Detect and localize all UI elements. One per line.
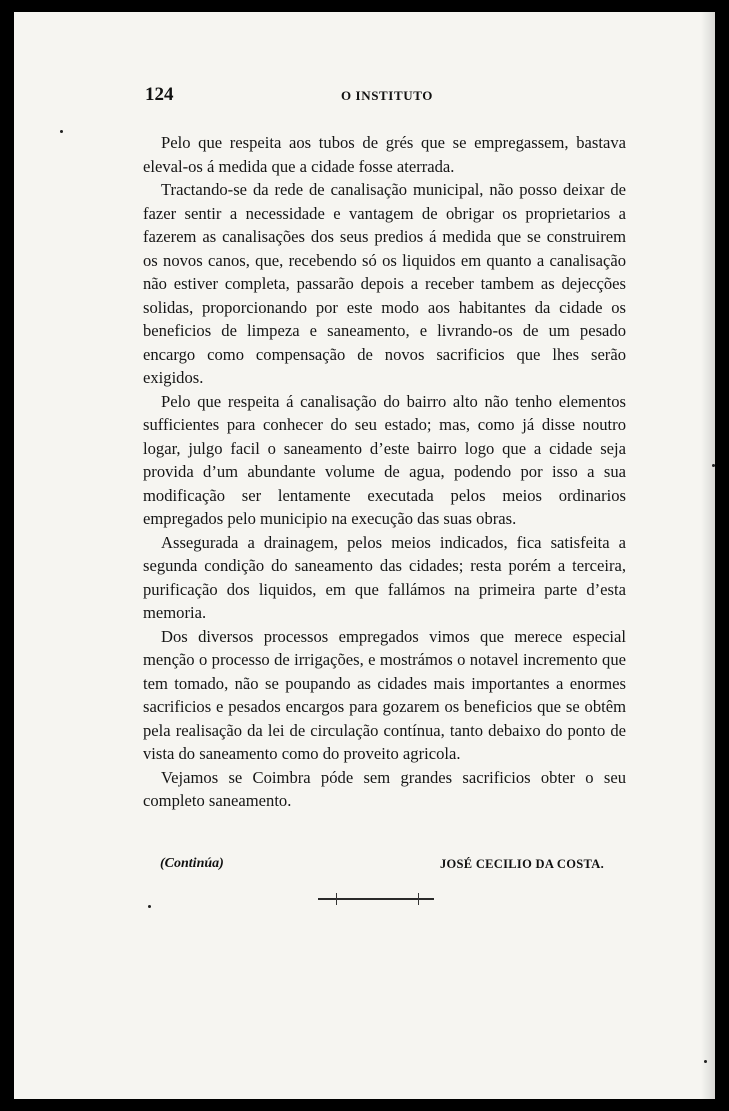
paper-speck — [704, 1060, 707, 1063]
page-number: 124 — [145, 84, 174, 105]
article-footer — [160, 856, 604, 880]
page-header — [145, 84, 625, 114]
paragraph: Vejamos se Coimbra póde sem grandes sacrificios obter o seu completo saneamento. — [143, 767, 626, 810]
page-edge-shadow — [701, 12, 715, 1099]
continued-note: (Continúa) — [160, 856, 224, 871]
paragraph: Pelo que respeita aos tubos de grés que se empregassem, bastava eleval-os á medida que a cidade fosse aterrada. — [143, 133, 626, 176]
author-signature: JOSÉ CECILIO DA COSTA. — [439, 857, 604, 871]
paragraph: Dos diversos processos empregados vimos que merece especial menção o processo de irrigações, e mostrámos o notavel incremento que tem tomado, não se poupando as cidades mais importantes a enormes sacrificios e pesados encargos para gozarem os beneficios que se obtêm pela realisação da lei de circulação contínua, tanto debaixo do ponto de vista do saneamento como do proveito agricola. — [143, 626, 626, 763]
paper-speck — [712, 464, 715, 467]
paper-speck — [148, 905, 151, 908]
paragraph: Tractando-se da rede de canalisação municipal, não posso deixar de fazer sentir a necessidade e vantagem de obrigar os proprietarios a fazerem as canalisações dos seus predios á medida que se construirem os novos canos, que, recebendo só os liquidos em quanto a canalisação não estiver completa, passarão depois a receber tambem as dejecções solidas, proporcionando por este modo aos habitantes da cidade os beneficios de limpeza e saneamento, e livrando-os de um pesado encargo como compensação de novos sacrificios que lhes serão exigidos. — [143, 180, 626, 387]
section-rule-tick — [418, 893, 419, 905]
paragraph: Assegurada a drainagem, pelos meios indicados, fica satisfeita a segunda condição do saneamento das cidades; resta porém a terceira, purificação dos liquidos, em que fallámos na primeira parte d’esta memoria. — [143, 532, 626, 622]
section-rule-tick — [336, 893, 337, 905]
article-body — [143, 131, 626, 813]
paragraph: Pelo que respeita á canalisação do bairro alto não tenho elementos sufficientes para conhecer do seu estado; mas, como já disse noutro logar, julgo facil o saneamento d’este bairro logo que a cidade seja provida d’um abundante volume de agua, podendo por isso a sua modificação ser lentamente executada pelos meios ordinarios empregados pelo municipio na execução das suas obras. — [143, 391, 626, 528]
document-page — [14, 12, 715, 1099]
running-head: O INSTITUTO — [341, 88, 433, 103]
paper-speck — [60, 130, 63, 133]
